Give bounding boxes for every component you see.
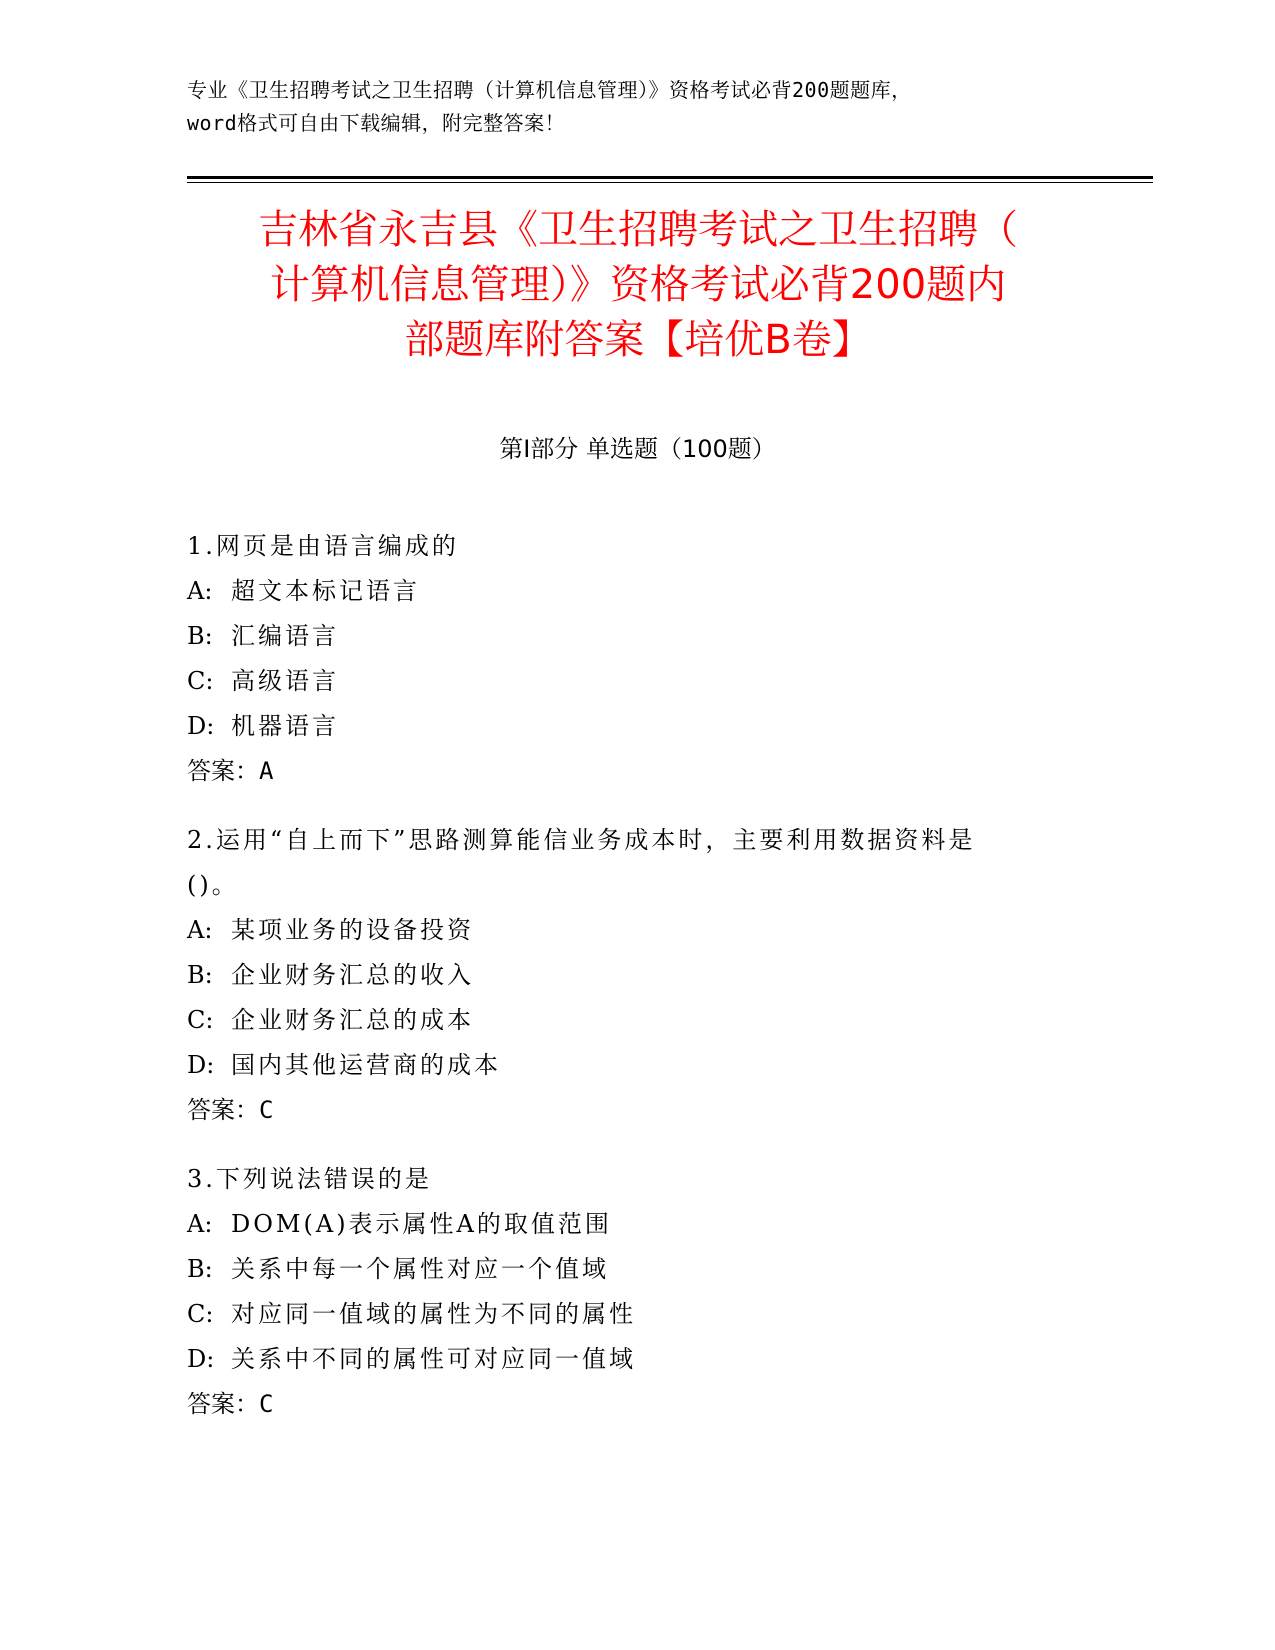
question-stem: 1.网页是由语言编成的 — [187, 532, 459, 560]
option-c — [187, 998, 1067, 1043]
answer-value: C — [259, 1096, 274, 1124]
option-d — [187, 1043, 1067, 1088]
question-list — [187, 524, 1067, 1451]
option-text: 企业财务汇总的收入 — [231, 961, 474, 989]
header-note-line: 专业《卫生招聘考试之卫生招聘（计算机信息管理）》资格考试必背200题题库， — [187, 78, 912, 102]
answer-value: A — [259, 757, 274, 785]
option-a — [187, 1202, 1067, 1247]
option-text: 某项业务的设备投资 — [231, 916, 474, 944]
question-stem: 2.运用“自上而下”思路测算能信业务成本时，主要利用数据资料是 — [187, 826, 976, 854]
option-d — [187, 704, 1067, 749]
answer-label: 答案： — [187, 1096, 259, 1124]
option-c — [187, 659, 1067, 704]
option-key: C: — [187, 667, 214, 695]
option-text: 高级语言 — [231, 667, 339, 695]
question-stem: 3.下列说法错误的是 — [187, 1165, 432, 1193]
question-stem-continued: ()。 — [187, 871, 239, 899]
option-text: 机器语言 — [231, 712, 339, 740]
option-text: 对应同一值域的属性为不同的属性 — [231, 1300, 636, 1328]
answer-label: 答案： — [187, 757, 259, 785]
answer-line — [187, 1088, 1067, 1133]
header-note-line: word格式可自由下载编辑，附完整答案！ — [187, 111, 566, 135]
option-a — [187, 908, 1067, 953]
option-key: B: — [187, 961, 213, 989]
question-item — [187, 818, 1067, 1133]
title-line: 吉林省永吉县《卫生招聘考试之卫生招聘（ — [258, 207, 1018, 253]
option-text: 国内其他运营商的成本 — [231, 1051, 501, 1079]
title-line: 计算机信息管理）》资格考试必背200题内 — [269, 262, 1007, 308]
option-key: D: — [187, 1345, 215, 1373]
document-title — [150, 203, 1126, 368]
option-a — [187, 569, 1067, 614]
option-b — [187, 953, 1067, 998]
answer-label: 答案： — [187, 1390, 259, 1418]
question-item — [187, 524, 1067, 794]
section-heading: 第Ⅰ部分 单选题（100题） — [499, 435, 776, 463]
option-key: A: — [187, 916, 213, 944]
answer-line — [187, 1382, 1067, 1427]
header-note — [187, 74, 1087, 140]
option-c — [187, 1292, 1067, 1337]
option-key: D: — [187, 1051, 215, 1079]
header-divider-thin — [187, 182, 1153, 183]
option-key: C: — [187, 1300, 214, 1328]
option-d — [187, 1337, 1067, 1382]
option-text: 超文本标记语言 — [231, 577, 420, 605]
option-key: A: — [187, 1210, 213, 1238]
option-key: C: — [187, 1006, 214, 1034]
header-divider — [187, 176, 1153, 179]
option-text: 企业财务汇总的成本 — [231, 1006, 474, 1034]
option-key: A: — [187, 577, 213, 605]
option-key: B: — [187, 1255, 213, 1283]
option-key: D: — [187, 712, 215, 740]
option-b — [187, 1247, 1067, 1292]
question-item — [187, 1157, 1067, 1427]
option-text: 关系中不同的属性可对应同一值域 — [231, 1345, 636, 1373]
option-text: DOM(A)表示属性A的取值范围 — [231, 1210, 612, 1238]
option-text: 汇编语言 — [231, 622, 339, 650]
option-key: B: — [187, 622, 213, 650]
answer-value: C — [259, 1390, 274, 1418]
answer-line — [187, 749, 1067, 794]
title-line: 部题库附答案【培优B卷】 — [404, 317, 872, 363]
option-b — [187, 614, 1067, 659]
option-text: 关系中每一个属性对应一个值域 — [231, 1255, 609, 1283]
